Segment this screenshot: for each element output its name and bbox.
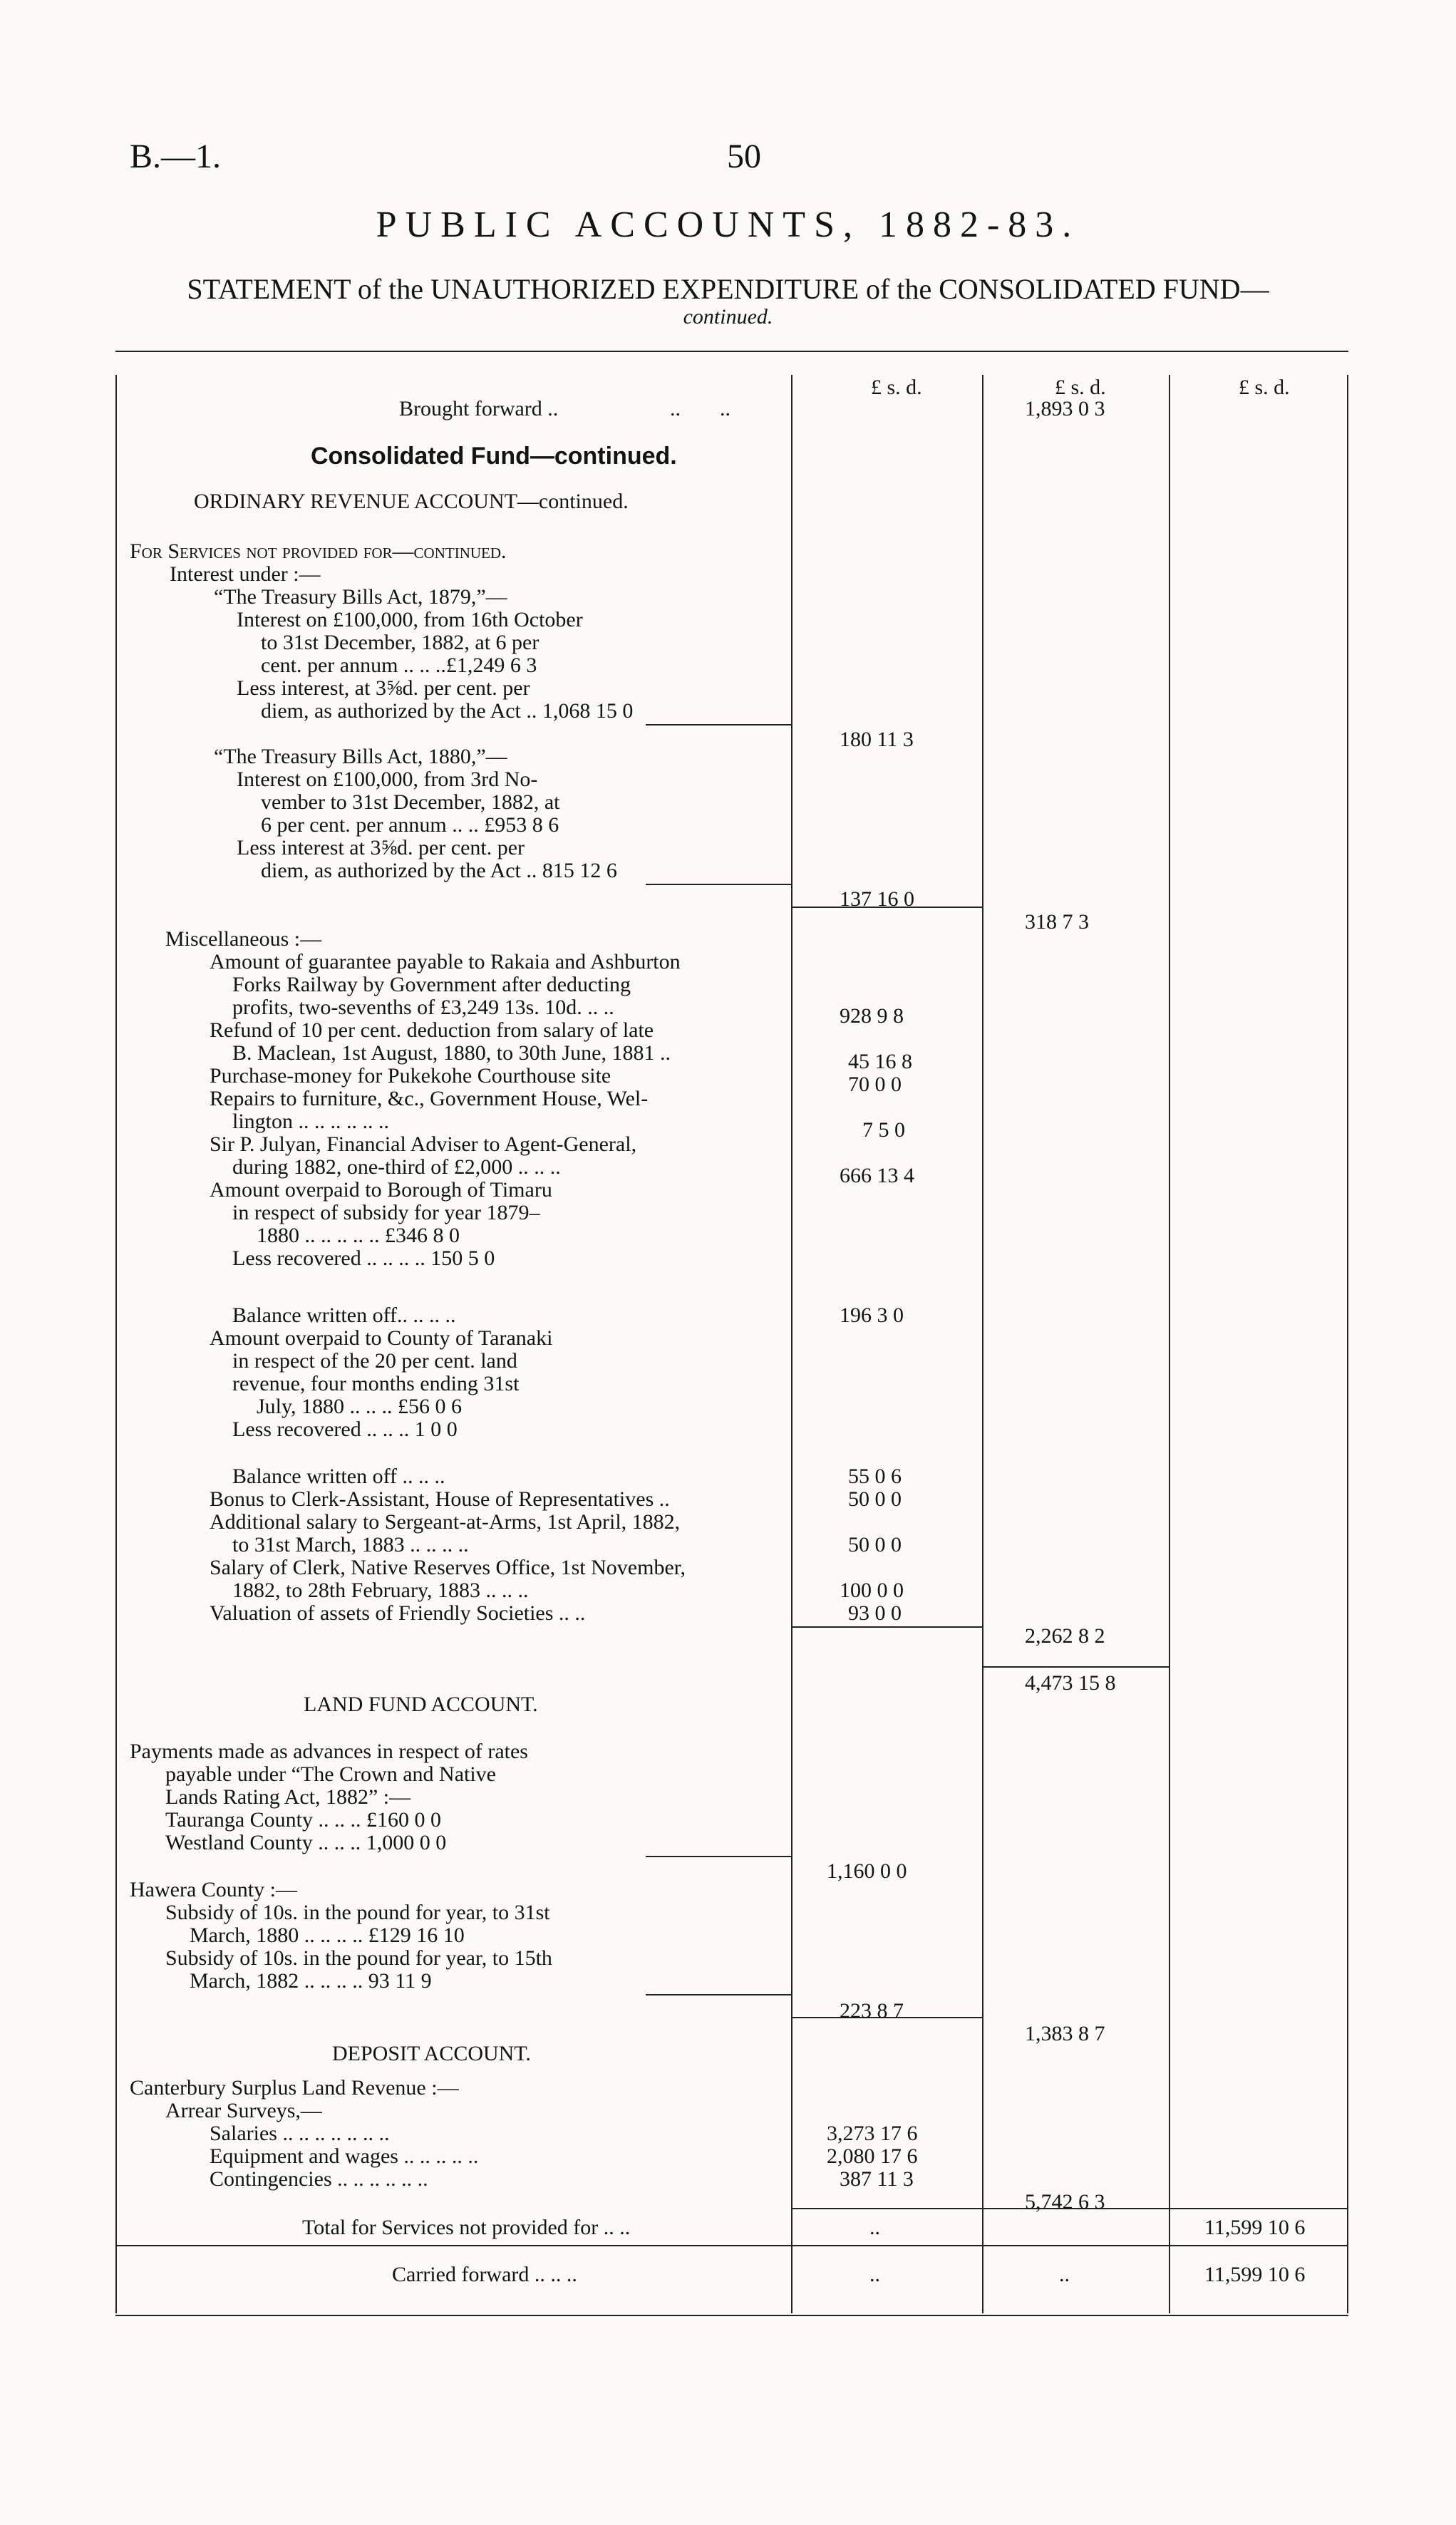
statement-line: Valuation of assets of Friendly Societies .. .. [210, 1601, 586, 1625]
column-divider-1 [791, 375, 792, 2313]
total-rule [115, 2245, 1348, 2246]
statement-line: 100 0 0 [840, 1579, 904, 1602]
statement-line: 1,383 8 7 [1025, 2022, 1105, 2045]
statement-line: Balance written off .. .. .. [232, 1465, 445, 1488]
report-reference: B.—1. [130, 138, 222, 175]
statement-subtitle: STATEMENT of the UNAUTHORIZED EXPENDITURE of the CONSOLIDATED FUND— [187, 273, 1269, 305]
statement-line: payable under “The Crown and Native [165, 1762, 496, 1786]
subtotal-rule [792, 1626, 982, 1628]
statement-line: 6 per cent. per annum .. .. £953 8 6 [261, 813, 559, 837]
statement-line: For Services not provided for—continued. [130, 539, 507, 563]
subtotal-rule [646, 1856, 791, 1857]
statement-line: Contingencies .. .. .. .. .. .. [210, 2167, 428, 2191]
statement-line: 45 16 8 [848, 1050, 912, 1073]
statement-line: Interest under :— [170, 562, 321, 586]
statement-line: 180 11 3 [840, 728, 914, 751]
statement-line: Lands Rating Act, 1882” :— [165, 1785, 411, 1809]
statement-line: in respect of subsidy for year 1879– [232, 1201, 540, 1224]
statement-line: Total for Services not provided for .. .. [302, 2216, 631, 2239]
statement-line: Brought forward .. [399, 397, 559, 420]
statement-line: Purchase-money for Pukekohe Courthouse site [210, 1064, 611, 1088]
statement-line: 55 0 6 [848, 1465, 902, 1488]
statement-line: 2,262 8 2 [1025, 1624, 1105, 1648]
statement-line: 11,599 10 6 [1204, 2263, 1306, 2286]
statement-line: Carried forward .. .. .. [392, 2263, 577, 2286]
statement-line: in respect of the 20 per cent. land [232, 1349, 517, 1373]
statement-line: 3,273 17 6 [827, 2122, 918, 2145]
statement-line: 196 3 0 [840, 1303, 904, 1327]
statement-line: Subsidy of 10s. in the pound for year, to 31st [165, 1901, 550, 1924]
statement-line: 1,893 0 3 [1025, 397, 1105, 420]
statement-line: Less recovered .. .. .. .. 150 5 0 [232, 1246, 495, 1270]
statement-line: 70 0 0 [848, 1073, 902, 1096]
statement-line: Amount overpaid to Borough of Timaru [210, 1178, 552, 1202]
statement-line: .. [869, 2263, 880, 2286]
statement-line: Sir P. Julyan, Financial Adviser to Agent-General, [210, 1132, 637, 1156]
subtotal-rule [1170, 2208, 1347, 2209]
statement-line: Interest on £100,000, from 3rd No- [237, 768, 538, 791]
subtotal-rule [792, 2208, 982, 2209]
statement-line: diem, as authorized by the Act .. 1,068 15 0 [261, 699, 634, 723]
statement-line: 93 0 0 [848, 1601, 902, 1625]
statement-line: 666 13 4 [840, 1164, 914, 1187]
subtotal-rule [983, 1666, 1169, 1668]
subtotal-rule [646, 1994, 791, 1995]
statement-line: 1882, to 28th February, 1883 .. .. .. [232, 1579, 529, 1602]
statement-line: 11,599 10 6 [1204, 2216, 1306, 2239]
statement-line: 2,080 17 6 [827, 2144, 918, 2168]
statement-line: 223 8 7 [840, 1999, 904, 2023]
column-divider-4 [1347, 375, 1348, 2313]
subtotal-rule [646, 724, 791, 726]
statement-line: 4,473 15 8 [1025, 1671, 1116, 1695]
subtotal-rule [646, 884, 791, 885]
statement-line: LAND FUND ACCOUNT. [304, 1693, 538, 1716]
statement-line: Interest on £100,000, from 16th October [237, 608, 583, 631]
statement-line: B. Maclean, 1st August, 1880, to 30th June, 1881 .. [232, 1041, 671, 1065]
statement-line: ORDINARY REVENUE ACCOUNT—continued. [194, 490, 629, 513]
statement-line: DEPOSIT ACCOUNT. [332, 2042, 531, 2065]
statement-line: Less recovered .. .. .. 1 0 0 [232, 1418, 458, 1441]
statement-line: 7 5 0 [862, 1118, 905, 1142]
column-divider-2 [982, 375, 983, 2313]
statement-line: Repairs to furniture, &c., Government House, Wel- [210, 1087, 649, 1110]
statement-line: revenue, four months ending 31st [232, 1372, 520, 1395]
statement-line: July, 1880 .. .. .. £56 0 6 [257, 1395, 463, 1418]
statement-line: Hawera County :— [130, 1878, 297, 1901]
statement-line: .. [869, 2216, 880, 2239]
statement-line: Refund of 10 per cent. deduction from salary of late [210, 1018, 654, 1042]
statement-line: vember to 31st December, 1882, at [261, 790, 560, 814]
page-number: 50 [727, 138, 761, 175]
statement-line: Less interest at 3⅝d. per cent. per [237, 836, 525, 859]
statement-line: Amount overpaid to County of Taranaki [210, 1326, 553, 1350]
statement-line: Forks Railway by Government after deducting [232, 973, 631, 996]
page-title: PUBLIC ACCOUNTS, 1882-83. [376, 205, 1080, 245]
column-divider-left [115, 375, 117, 2313]
statement-line: Westland County .. .. .. 1,000 0 0 [165, 1831, 447, 1854]
statement-line: Amount of guarantee payable to Rakaia and Ashburton [210, 950, 681, 974]
statement-line: Bonus to Clerk-Assistant, House of Representatives .. [210, 1487, 670, 1511]
statement-line: Consolidated Fund—continued. [311, 443, 677, 470]
statement-line: “The Treasury Bills Act, 1879,”— [214, 585, 507, 609]
statement-line: to 31st March, 1883 .. .. .. .. [232, 1533, 469, 1556]
statement-line: during 1882, one-third of £2,000 .. .. .. [232, 1155, 561, 1179]
statement-line: 50 0 0 [848, 1533, 902, 1556]
continued-note: continued. [683, 305, 773, 329]
statement-line: 928 9 8 [840, 1004, 904, 1028]
column-heading-2: £ s. d. [1055, 376, 1106, 399]
statement-line: 5,742 6 3 [1025, 2190, 1105, 2214]
statement-line: “The Treasury Bills Act, 1880,”— [214, 745, 507, 768]
statement-line: Subsidy of 10s. in the pound for year, to 15th [165, 1946, 552, 1970]
statement-line: Arrear Surveys,— [165, 2099, 322, 2122]
statement-line: Additional salary to Sergeant-at-Arms, 1st April, 1882, [210, 1510, 681, 1534]
statement-line: 318 7 3 [1025, 910, 1089, 934]
statement-line: March, 1882 .. .. .. .. 93 11 9 [190, 1969, 432, 1993]
column-heading-3: £ s. d. [1239, 376, 1290, 399]
statement-line: March, 1880 .. .. .. .. £129 16 10 [190, 1924, 465, 1947]
statement-line: Tauranga County .. .. .. £160 0 0 [165, 1808, 442, 1832]
statement-line: 50 0 0 [848, 1487, 902, 1511]
statement-line: Miscellaneous :— [165, 927, 322, 951]
statement-line: cent. per annum .. .. ..£1,249 6 3 [261, 654, 537, 677]
statement-line: 1880 .. .. .. .. .. £346 8 0 [257, 1224, 460, 1247]
statement-line: .. [1059, 2263, 1070, 2286]
statement-line: Salaries .. .. .. .. .. .. .. [210, 2122, 390, 2145]
statement-line: .. [720, 397, 730, 420]
statement-line: .. [670, 397, 681, 420]
statement-line: 1,160 0 0 [827, 1859, 907, 1883]
statement-line: diem, as authorized by the Act .. 815 12 6 [261, 859, 617, 882]
statement-line: profits, two-sevenths of £3,249 13s. 10d. .. .. [232, 996, 614, 1019]
statement-line: lington .. .. .. .. .. .. [232, 1110, 390, 1133]
statement-line: to 31st December, 1882, at 6 per [261, 631, 539, 654]
column-divider-3 [1169, 375, 1170, 2313]
statement-line: Payments made as advances in respect of rates [130, 1740, 528, 1763]
statement-line: 387 11 3 [840, 2167, 914, 2191]
statement-line: 137 16 0 [840, 887, 914, 911]
statement-line: Equipment and wages .. .. .. .. .. [210, 2144, 479, 2168]
statement-line: Less interest, at 3⅝d. per cent. per [237, 676, 530, 700]
statement-line: Balance written off.. .. .. .. [232, 1303, 456, 1327]
column-heading-1: £ s. d. [871, 376, 922, 399]
statement-line: Canterbury Surplus Land Revenue :— [130, 2076, 459, 2100]
statement-line: Salary of Clerk, Native Reserves Office, 1st November, [210, 1556, 686, 1579]
